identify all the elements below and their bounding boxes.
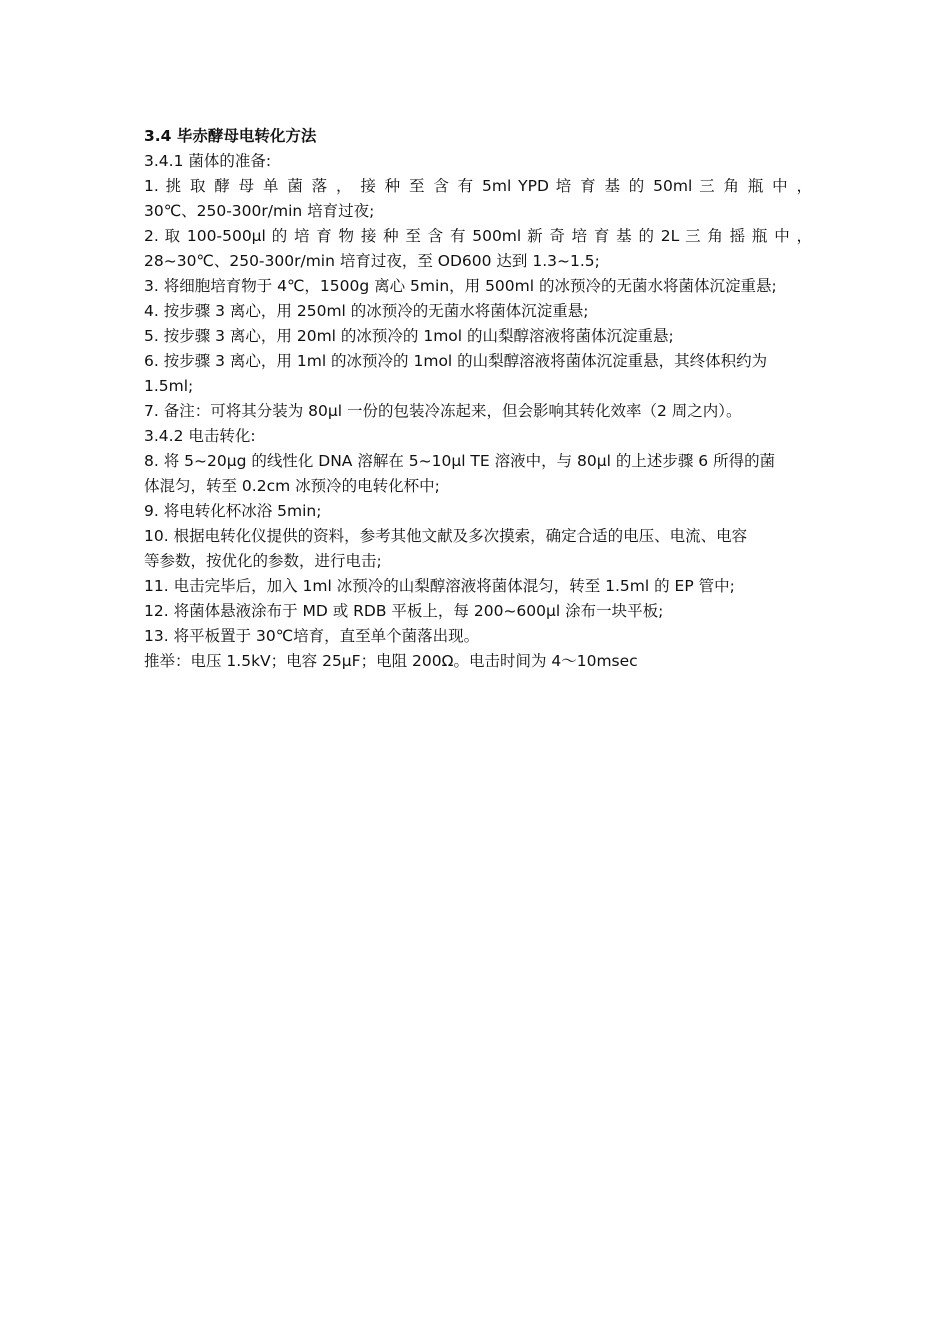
step-12: 12. 将菌体悬液涂布于 MD 或 RDB 平板上，每 200~600μl 涂布一块平板; bbox=[144, 602, 664, 620]
step-5: 5. 按步骤 3 离心，用 20ml 的冰预冷的 1mol 的山梨醇溶液将菌体沉淀重悬; bbox=[144, 327, 674, 345]
step-11: 11. 电击完毕后，加入 1ml 冰预冷的山梨醇溶液将菌体混匀，转至 1.5ml 的 EP 管中; bbox=[144, 577, 735, 595]
step-8-line-1: 8. 将 5~20μg 的线性化 DNA 溶解在 5~10μl TE 溶液中，与 80μl 的上述步骤 6 所得的菌 bbox=[144, 452, 776, 470]
recommended-parameters: 推举：电压 1.5kV；电容 25μF；电阻 200Ω。电击时间为 4～10msec bbox=[144, 652, 638, 670]
step-1-line-1: 1. 挑 取 酵 母 单 菌 落 ， 接 种 至 含 有 5ml YPD 培 育 基 的 50ml 三 角 瓶 中 ， bbox=[144, 177, 812, 195]
step-10-line-2: 等参数，按优化的参数，进行电击; bbox=[144, 552, 382, 570]
step-10-line-1: 10. 根据电转化仪提供的资料，参考其他文献及多次摸索，确定合适的电压、电流、电容 bbox=[144, 527, 748, 545]
step-7-note: 7. 备注：可将其分装为 80μl 一份的包装冷冻起来，但会影响其转化效率（2 周之内）。 bbox=[144, 402, 742, 420]
step-4: 4. 按步骤 3 离心，用 250ml 的冰预冷的无菌水将菌体沉淀重悬; bbox=[144, 302, 589, 320]
section-heading-electroporation: 3.4.2 电击转化: bbox=[144, 427, 256, 445]
step-6-line-2: 1.5ml; bbox=[144, 377, 194, 395]
step-13: 13. 将平板置于 30℃培育，直至单个菌落出现。 bbox=[144, 627, 480, 645]
step-2-line-1: 2. 取 100-500μl 的 培 育 物 接 种 至 含 有 500ml 新 奇 培 育 基 的 2L 三 角 摇 瓶 中 ， bbox=[144, 227, 812, 245]
step-8-line-2: 体混匀，转至 0.2cm 冰预冷的电转化杯中; bbox=[144, 477, 440, 495]
section-heading-cell-preparation: 3.4.1 菌体的准备: bbox=[144, 152, 272, 170]
step-6-line-1: 6. 按步骤 3 离心，用 1ml 的冰预冷的 1mol 的山梨醇溶液将菌体沉淀重悬，其终体积约为 bbox=[144, 352, 768, 370]
step-9: 9. 将电转化杯冰浴 5min; bbox=[144, 502, 322, 520]
document-page bbox=[144, 124, 812, 674]
step-2-line-2: 28~30℃、250-300r/min 培育过夜，至 OD600 达到 1.3~1.5; bbox=[144, 252, 600, 270]
step-1-line-2: 30℃、250-300r/min 培育过夜; bbox=[144, 202, 375, 220]
step-3: 3. 将细胞培育物于 4℃，1500g 离心 5min，用 500ml 的冰预冷的无菌水将菌体沉淀重悬; bbox=[144, 277, 777, 295]
document-title: 3.4 毕赤酵母电转化方法 bbox=[144, 127, 317, 145]
